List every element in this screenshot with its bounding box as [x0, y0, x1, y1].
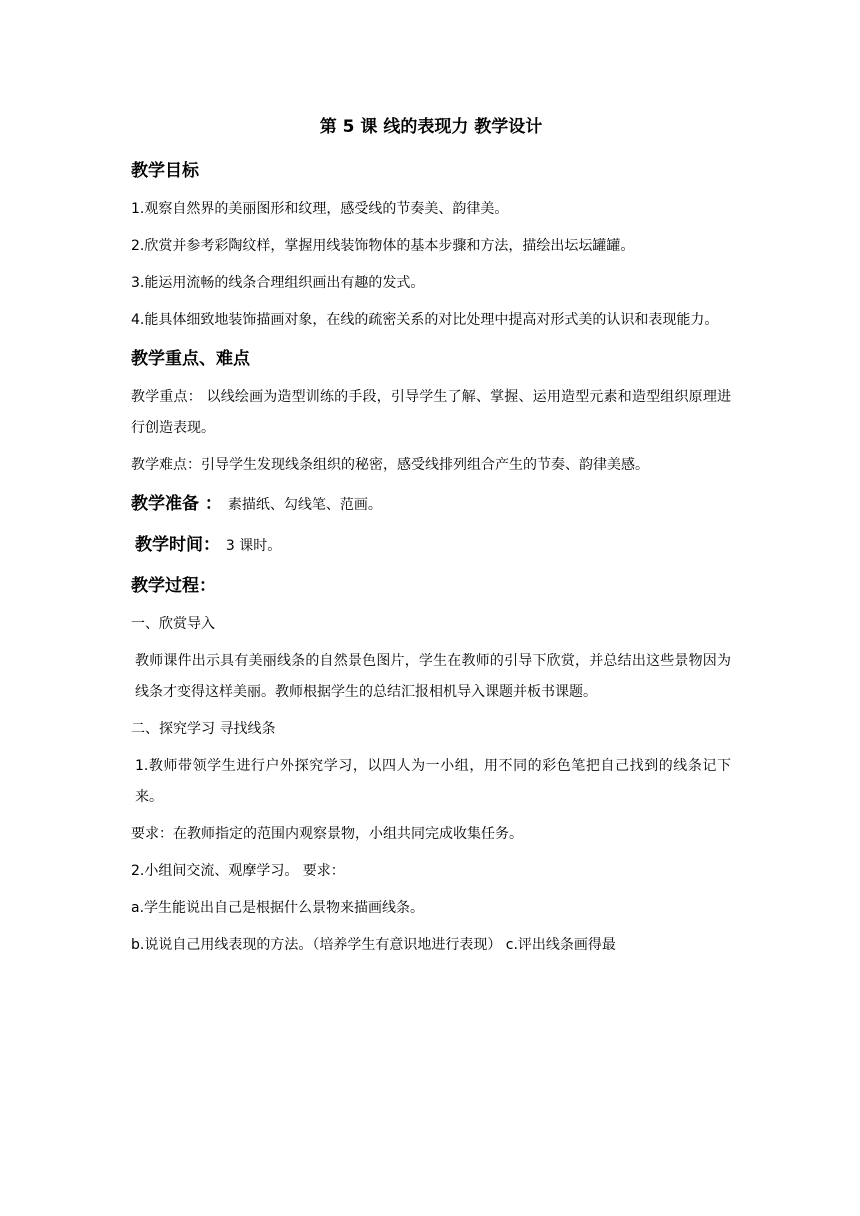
teaching-difficulty: 教学难点：引导学生发现线条组织的秘密，感受线排列组合产生的节奏、韵律美感。: [131, 457, 649, 473]
process-part1-title: 一、欣赏导入: [131, 616, 215, 632]
teaching-focus: 教学重点： 以线绘画为造型训练的手段，引导学生了解、掌握、运用造型元素和造型组织原理进行创造表现。: [131, 389, 731, 436]
document-title: 第 5 课 线的表现力 教学设计: [319, 117, 543, 137]
process-part2-requirement: 要求：在教师指定的范围内观察景物，小组共同完成收集任务。: [131, 826, 523, 842]
key-points-heading: 教学重点、难点: [131, 349, 250, 369]
time-value: 3 课时。: [225, 538, 282, 554]
process-heading: 教学过程：: [131, 576, 216, 596]
process-part2-item2: 2.小组间交流、观摩学习。 要求：: [131, 863, 345, 879]
teaching-preparation: [131, 489, 731, 520]
document-page: [131, 112, 731, 967]
goals-heading: 教学目标: [131, 161, 199, 181]
process-part2-title: 二、探究学习 寻找线条: [131, 721, 276, 737]
process-part2-item1: 1.教师带领学生进行户外探究学习，以四人为一小组，用不同的彩色笔把自己找到的线条记下来。: [135, 758, 731, 805]
teaching-time: [131, 530, 731, 561]
process-part1-text: 教师课件出示具有美丽线条的自然景色图片，学生在教师的引导下欣赏，并总结出这些景物因为线条才变得这样美丽。教师根据学生的总结汇报相机导入课题并板书课题。: [135, 653, 731, 700]
time-label: 教学时间：: [135, 535, 220, 555]
goal-item-4: 4.能具体细致地装饰描画对象，在线的疏密关系的对比处理中提高对形式美的认识和表现能力。: [131, 312, 719, 328]
goal-item-2: 2.欣赏并参考彩陶纹样，掌握用线装饰物体的基本步骤和方法，描绘出坛坛罐罐。: [131, 238, 635, 254]
goal-item-1: 1.观察自然界的美丽图形和纹理，感受线的节奏美、韵律美。: [131, 201, 509, 217]
process-part2-b: b.说说自己用线表现的方法。（培养学生有意识地进行表现） c.评出线条画得最: [131, 937, 616, 953]
preparation-value: 素描纸、勾线笔、范画。: [227, 497, 382, 513]
preparation-label: 教学准备 ：: [131, 494, 222, 514]
process-part2-a: a.学生能说出自己是根据什么景物来描画线条。: [131, 900, 425, 916]
goal-item-3: 3.能运用流畅的线条合理组织画出有趣的发式。: [131, 275, 425, 291]
